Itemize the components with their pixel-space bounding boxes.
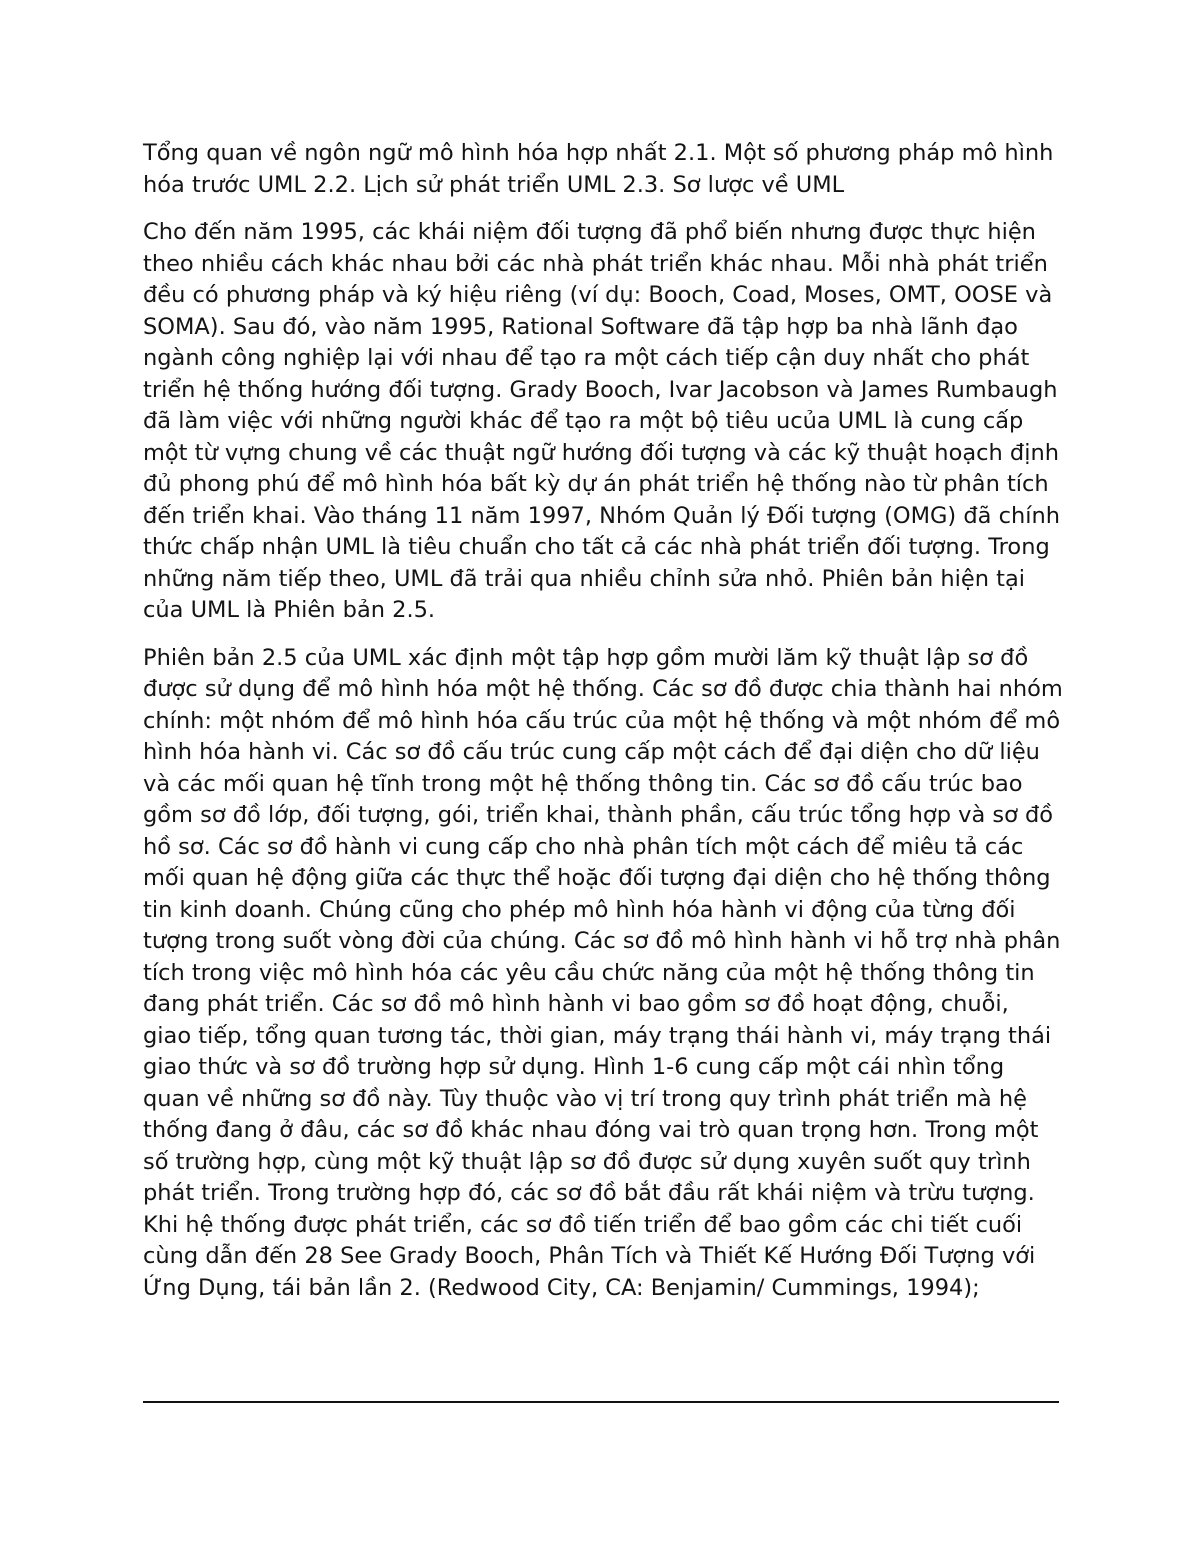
- diagrams-paragraph: Phiên bản 2.5 của UML xác định một tập hợp gồm mười lăm kỹ thuật lập sơ đồ được sử dụng để mô hình hóa một hệ thống. Các sơ đồ được chia thành hai nhóm chính: một nhóm để mô hình hóa cấu trúc của một hệ thống và một nhóm để mô hình hóa hành vi. Các sơ đồ cấu trúc cung cấp một cách để đại diện cho dữ liệu và các mối quan hệ tĩnh trong một hệ thống thông tin. Các sơ đồ cấu trúc bao gồm sơ đồ lớp, đối tượng, gói, triển khai, thành phần, cấu trúc tổng hợp và sơ đồ hồ sơ. Các sơ đồ hành vi cung cấp cho nhà phân tích một cách để miêu tả các mối quan hệ động giữa các thực thể hoặc đối tượng đại diện cho hệ thống thông tin kinh doanh. Chúng cũng cho phép mô hình hóa hành vi động của từng đối tượng trong suốt vòng đời của chúng. Các sơ đồ mô hình hành vi hỗ trợ nhà phân tích trong việc mô hình hóa các yêu cầu chức năng của một hệ thống thông tin đang phát triển. Các sơ đồ mô hình hành vi bao gồm sơ đồ hoạt động, chuỗi, giao tiếp, tổng quan tương tác, thời gian, máy trạng thái hành vi, máy trạng thái giao thức và sơ đồ trường hợp sử dụng. Hình 1-6 cung cấp một cái nhìn tổng quan về những sơ đồ này. Tùy thuộc vào vị trí trong quy trình phát triển mà hệ thống đang ở đâu, các sơ đồ khác nhau đóng vai trò quan trọng hơn. Trong một số trường hợp, cùng một kỹ thuật lập sơ đồ được sử dụng xuyên suốt quy trình phát triển. Trong trường hợp đó, các sơ đồ bắt đầu rất khái niệm và trừu tượng. Khi hệ thống được phát triển, các sơ đồ tiến triển để bao gồm các chi tiết cuối cùng dẫn đến 28 See Grady Booch, Phân Tích và Thiết Kế Hướng Đối Tượng với Ứng Dụng, tái bản lần 2. (Redwood City, CA: Benjamin/ Cummings, 1994);: [143, 644, 1063, 1301]
- document-body: [143, 138, 1063, 1320]
- heading-paragraph: Tổng quan về ngôn ngữ mô hình hóa hợp nhất 2.1. Một số phương pháp mô hình hóa trước UML 2.2. Lịch sử phát triển UML 2.3. Sơ lược về UML: [143, 140, 1054, 198]
- footnote-separator: [143, 1401, 1059, 1403]
- history-paragraph: Cho đến năm 1995, các khái niệm đối tượng đã phổ biến nhưng được thực hiện theo nhiều cách khác nhau bởi các nhà phát triển khác nhau. Mỗi nhà phát triển đều có phương pháp và ký hiệu riêng (ví dụ: Booch, Coad, Moses, OMT, OOSE và SOMA). Sau đó, vào năm 1995, Rational Software đã tập hợp ba nhà lãnh đạo ngành công nghiệp lại với nhau để tạo ra một cách tiếp cận duy nhất cho phát triển hệ thống hướng đối tượng. Grady Booch, Ivar Jacobson và James Rumbaugh đã làm việc với những người khác để tạo ra một bộ tiêu ucủa UML là cung cấp một từ vựng chung về các thuật ngữ hướng đối tượng và các kỹ thuật hoạch định đủ phong phú để mô hình hóa bất kỳ dự án phát triển hệ thống nào từ phân tích đến triển khai. Vào tháng 11 năm 1997, Nhóm Quản lý Đối tượng (OMG) đã chính thức chấp nhận UML là tiêu chuẩn cho tất cả các nhà phát triển đối tượng. Trong những năm tiếp theo, UML đã trải qua nhiều chỉnh sửa nhỏ. Phiên bản hiện tại của UML là Phiên bản 2.5.: [143, 219, 1060, 623]
